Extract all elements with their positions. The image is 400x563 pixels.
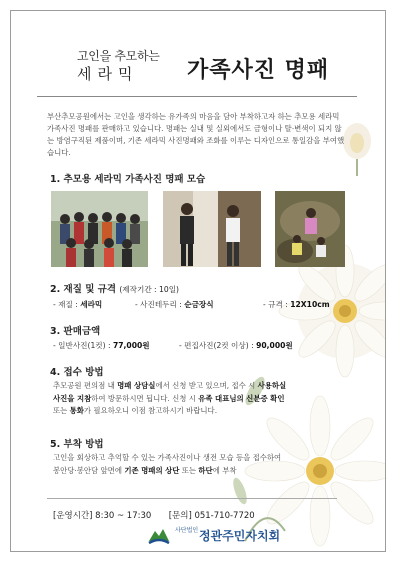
intro-paragraph: 부산추모공원에서는 고인을 생각하는 유가족의 마음을 담아 부착하고자 하는 추모용 세라믹 가족사진 명패를 판매하고 있습니다. 명패는 실내 및 실외에서도 금형이나 탈·변색이 되지 않는 방염구직된 제품이며, 기존 세라믹 사진명패와 조화를 이루는 디자인으로 통일감을 부여했습니다. bbox=[47, 112, 345, 157]
section-5-title: 5. 부착 방법 bbox=[50, 439, 104, 450]
application-paragraph: 추모공원 편의점 내 명패 상담실에서 신청 받고 있으며, 접수 시 사용하실 사진을 지참하여 방문하시면 됩니다. 신청 시 유족 대표님의 신분증 확인 또는 통화가 필요하오니 이점 참고하시기 바랍니다. bbox=[53, 381, 287, 415]
section-2-note: (제작기간 : 10일) bbox=[119, 285, 179, 294]
spec-material: - 재질 : 세라믹 bbox=[53, 300, 103, 309]
footer-info bbox=[53, 509, 255, 521]
logo-org-name: 정관주민자치회 bbox=[199, 529, 281, 543]
spec-size-value: 12X10cm bbox=[290, 300, 330, 309]
operating-hours: [운영시간] 8:30 ~ 17:30 bbox=[53, 511, 152, 521]
poster-frame bbox=[10, 10, 386, 552]
spec-material-value: 세라믹 bbox=[80, 300, 103, 309]
header-subtitle-bottom: 세라믹 bbox=[77, 65, 139, 83]
spec-edge-value: 순금장식 bbox=[184, 300, 214, 309]
footer-divider bbox=[47, 498, 337, 499]
family-photo-group bbox=[51, 191, 148, 267]
price-general-value: 77,000원 bbox=[112, 341, 150, 350]
section-1-title: 1. 추모용 세라믹 가족사진 명패 모습 bbox=[50, 174, 206, 185]
family-photo-couple bbox=[163, 191, 261, 267]
spec-edge: - 사진테두리 : 순금장식 bbox=[135, 300, 214, 309]
section-4-title: 4. 접수 방법 bbox=[50, 367, 104, 378]
logo-emblem-icon bbox=[147, 525, 171, 547]
section-3-title: 3. 판매금액 bbox=[50, 326, 101, 337]
spec-size: - 규격 : 12X10cm bbox=[263, 300, 330, 309]
section-2-heading: 2. 재질 및 규격 bbox=[50, 284, 117, 295]
attachment-paragraph: 고인을 회상하고 추억할 수 있는 가족사진이나 생전 모습 등을 접수하여 봉안당·봉안담 앞면에 기존 명패의 상단 또는 하단에 부착 bbox=[53, 453, 282, 475]
poster-header bbox=[41, 47, 341, 99]
logo-org-type: 사단법인 bbox=[175, 527, 199, 534]
family-photo-rocks bbox=[275, 191, 345, 267]
poster-title: 가족사진 명패 bbox=[187, 58, 330, 83]
title-divider bbox=[37, 96, 357, 97]
section-2-title bbox=[50, 281, 179, 295]
price-general: - 일반사진(1컷) : 77,000원 bbox=[53, 341, 150, 350]
inquiry-phone: [문의] 051-710-7720 bbox=[168, 511, 255, 521]
organization-logo bbox=[147, 525, 297, 547]
price-edit-value: 90,000원 bbox=[256, 341, 293, 350]
header-subtitle-top: 고인을 추모하는 bbox=[77, 49, 160, 63]
price-edit: - 편집사진(2컷 이상) : 90,000원 bbox=[179, 341, 293, 350]
